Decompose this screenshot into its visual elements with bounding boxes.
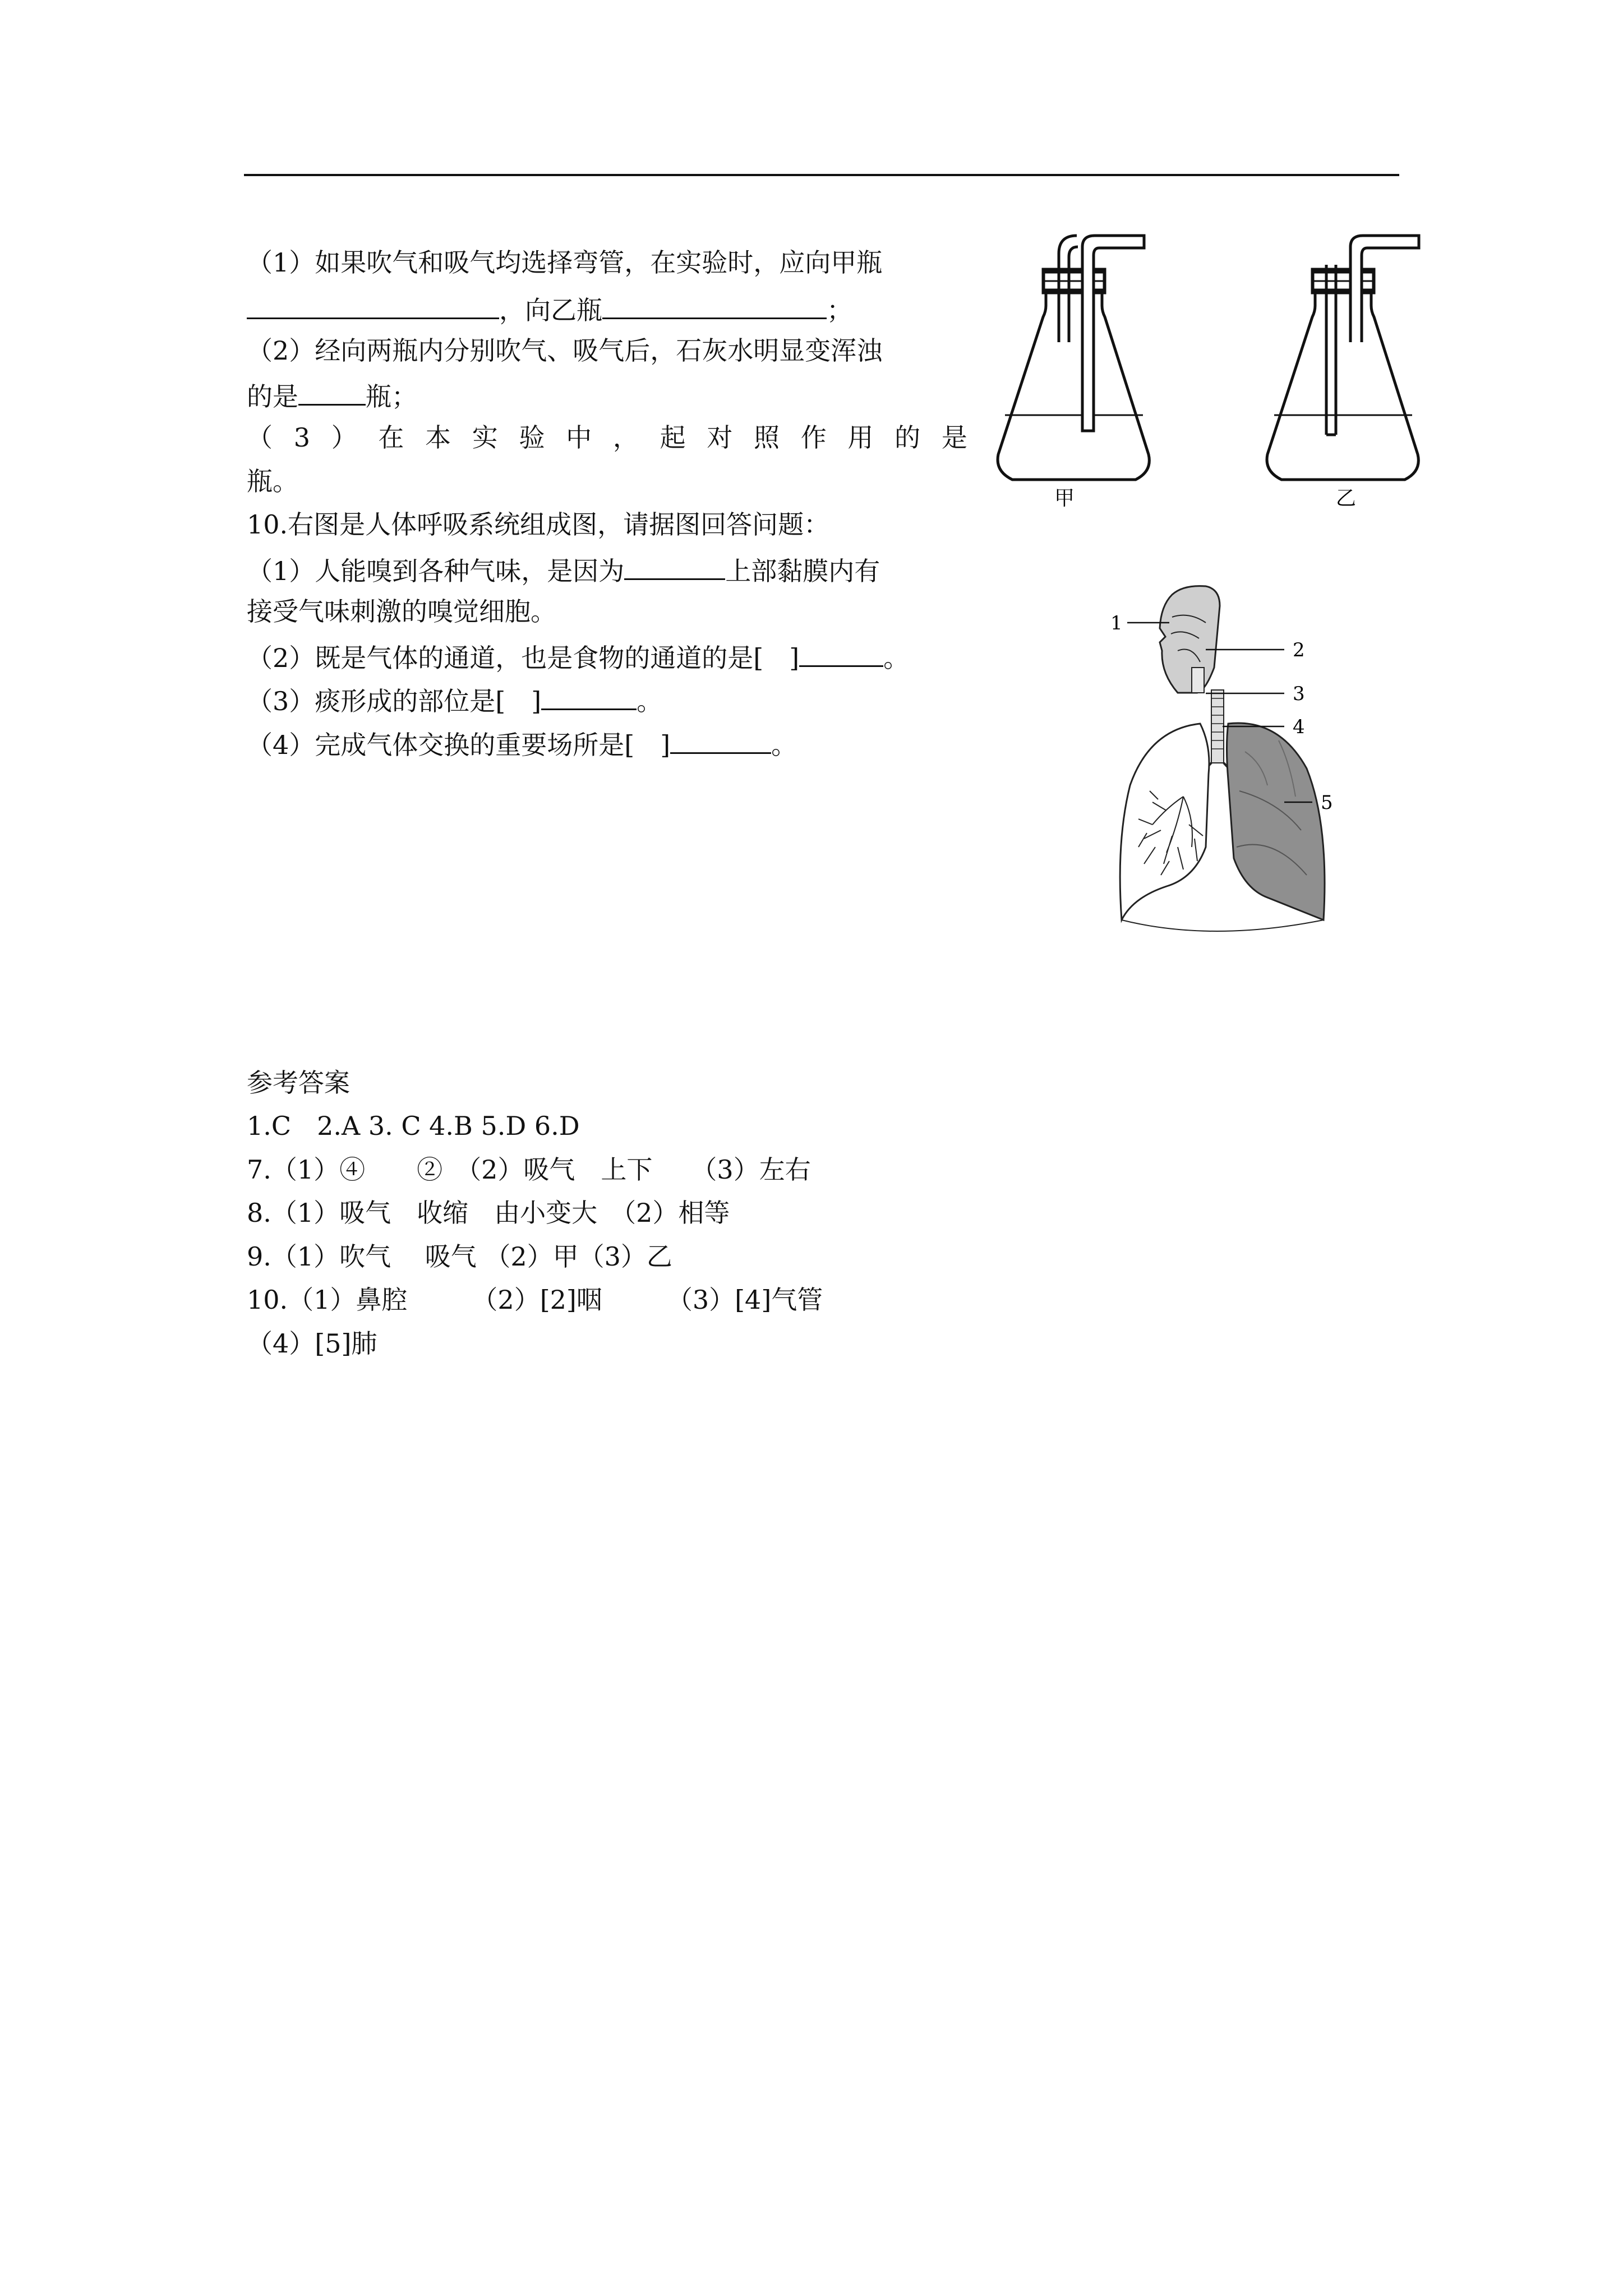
answer-line-1: 1.C 2.A 3. C 4.B 5.D 6.D xyxy=(247,1111,580,1141)
answer-blank xyxy=(247,291,499,319)
answer-line-8: 8.（1）吸气 收缩 由小变大 （2）相等 xyxy=(247,1198,730,1228)
char: 实 xyxy=(472,422,498,453)
bottle-yi-figure xyxy=(1262,224,1441,516)
answer-line-7: 7.（1）④ ② （2）吸气 上下 （3）左右 xyxy=(247,1154,811,1185)
char: 验 xyxy=(519,422,545,453)
q10-part-1-text-b: 上部黏膜内有 xyxy=(725,556,880,586)
q10-part-2 xyxy=(247,638,909,675)
q9-line-1: （1）如果吹气和吸气均选择弯管，在实验时，应向甲瓶 xyxy=(247,247,883,278)
bottle-label-yi: 乙 xyxy=(1335,487,1357,510)
char: 是 xyxy=(941,422,967,453)
char: 中 xyxy=(566,422,592,453)
respiratory-system-figure xyxy=(1099,583,1413,942)
answer-blank xyxy=(624,551,725,580)
q9-line-4-text: 的是 xyxy=(247,381,298,412)
q9-line-5 xyxy=(247,421,967,454)
q10-part-2-end: 。 xyxy=(883,643,910,673)
q10-part-4-text: （4）完成气体交换的重要场所是[ ] xyxy=(247,730,671,760)
char: （ xyxy=(247,422,273,453)
q10-part-1-cont: 接受气味刺激的嗅觉细胞。 xyxy=(247,596,556,627)
bottle-jia-figure xyxy=(993,224,1172,516)
q10-title: 10.右图是人体呼吸系统组成图，请据图回答问题： xyxy=(247,509,830,540)
q10-part-4 xyxy=(247,725,797,762)
answers-heading: 参考答案 xyxy=(247,1068,350,1098)
answer-line-10b: （4）[5]肺 xyxy=(247,1328,377,1359)
answer-blank xyxy=(602,291,827,319)
q9-line-2-text: ，向乙瓶 xyxy=(499,295,602,325)
q9-line-2 xyxy=(247,291,852,327)
char: 3 xyxy=(293,422,310,453)
char: ） xyxy=(331,422,357,453)
answer-blank xyxy=(799,638,883,667)
fig-label-4: 4 xyxy=(1293,716,1305,738)
char: 的 xyxy=(895,422,921,453)
q10-part-1-text: （1）人能嗅到各种气味，是因为 xyxy=(247,556,625,586)
q9-line-3: （2）经向两瓶内分别吹气、吸气后，石灰水明显变浑浊 xyxy=(247,335,883,366)
answer-blank xyxy=(298,377,366,406)
q10-part-4-end: 。 xyxy=(771,730,797,760)
q9-line-2-end: ； xyxy=(827,295,852,325)
q9-line-4-end: 瓶； xyxy=(366,381,417,412)
char: 起 xyxy=(660,422,686,453)
q9-line-6: 瓶。 xyxy=(247,466,298,496)
char: 本 xyxy=(425,422,451,453)
fig-label-2: 2 xyxy=(1293,639,1305,661)
q10-part-3 xyxy=(247,682,662,718)
fig-label-1: 1 xyxy=(1110,612,1123,634)
char: 用 xyxy=(847,422,874,453)
char: 在 xyxy=(378,422,404,453)
char: ， xyxy=(612,422,639,453)
answer-line-10: 10.（1）鼻腔 （2）[2]咽 （3）[4]气管 xyxy=(247,1285,823,1315)
fig-label-5: 5 xyxy=(1321,792,1333,814)
q9-line-4 xyxy=(247,377,417,413)
q10-part-3-end: 。 xyxy=(637,686,663,716)
char: 照 xyxy=(754,422,780,453)
q10-part-1 xyxy=(247,551,880,588)
q10-part-3-text: （3）痰形成的部位是[ ] xyxy=(247,686,542,716)
answer-line-9: 9.（1）吹气 吸气 （2）甲（3）乙 xyxy=(247,1241,672,1272)
answer-blank xyxy=(541,682,637,710)
header-rule xyxy=(244,174,1399,176)
fig-label-3: 3 xyxy=(1293,683,1305,705)
char: 对 xyxy=(707,422,733,453)
answer-blank xyxy=(670,725,771,754)
q10-part-2-text: （2）既是气体的通道，也是食物的通道的是[ ] xyxy=(247,643,800,673)
char: 作 xyxy=(800,422,827,453)
bottle-label-jia: 甲 xyxy=(1054,487,1075,510)
